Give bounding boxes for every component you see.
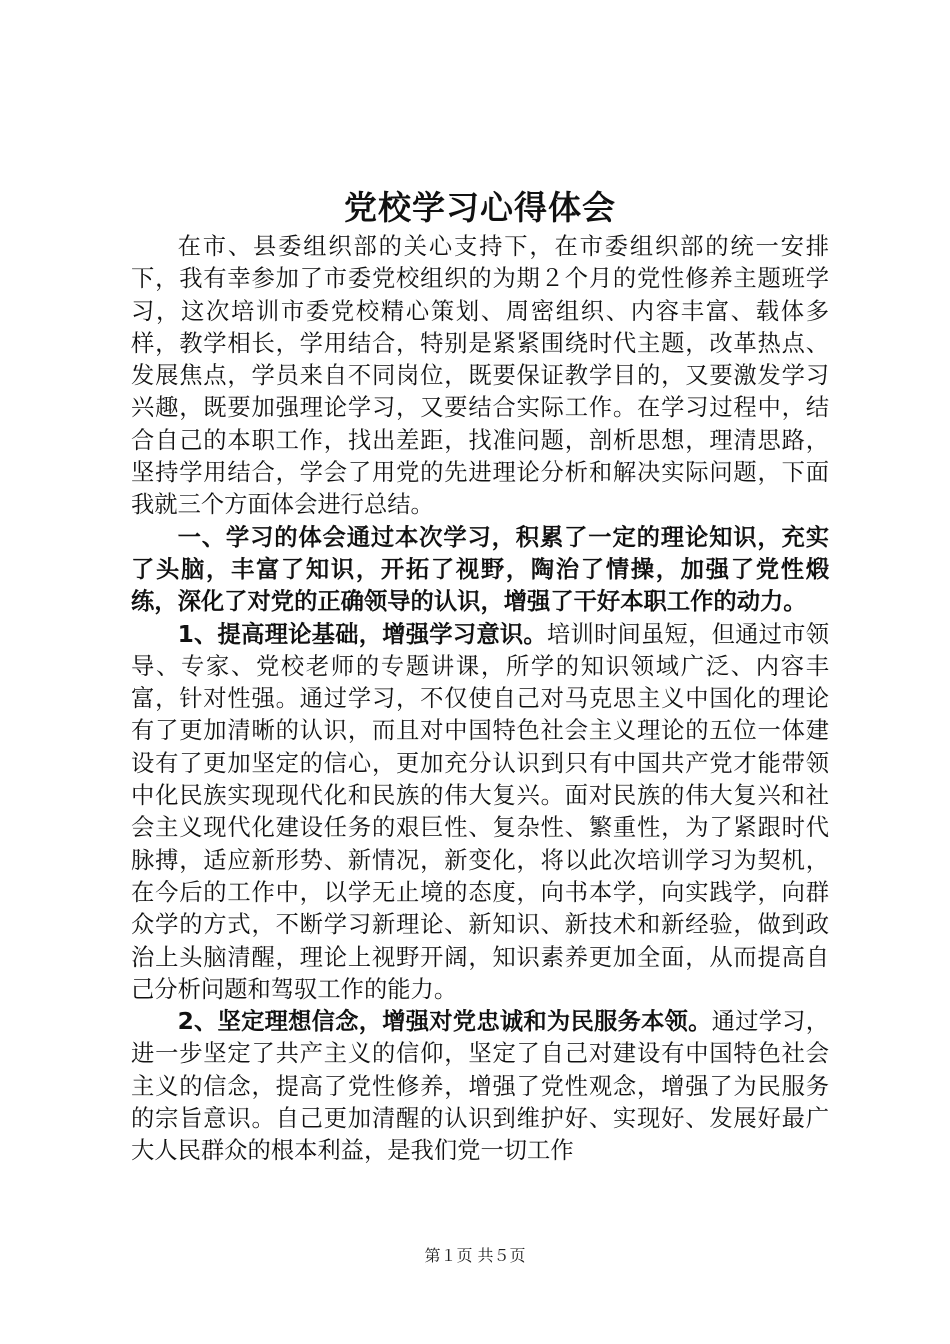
point-one-text: 培训时间虽短，但通过市领导、专家、党校老师的专题讲课，所学的知识领域广泛、内容丰富，针对性强。通过学习，不仅使自己对马克思主义中国化的理论有了更加清晰的认识，而且对中国特色社会主义理论的五位一体建设有了更加坚定的信心，更加充分认识到只有中国共产党才能带领中化民族实现现代化和民族的伟大复兴。面对民族的伟大复兴和社会主义现代化建设任务的艰巨性、复杂性、繁重性，为了紧跟时代脉搏，适应新形势、新情况，新变化，将以此次培训学习为契机，在今后的工作中，以学无止境的态度，向书本学，向实践学，向群众学的方式，不断学习新理论、新知识、新技术和新经验，做到政治上头脑清醒，理论上视野开阔，知识素养更加全面，从而提高自己分析问题和驾驭工作的能力。 [131,620,829,1003]
document-page [131,183,829,1168]
point-two-lead: 2、坚定理想信念，增强对党忠诚和为民服务本领。 [177,1008,712,1036]
point-one-paragraph [131,619,829,1007]
document-title: 党校学习心得体会 [344,188,616,227]
point-two-text: 通过学习，进一步坚定了共产主义的信仰，坚定了自己对建设有中国特色社会主义的信念，提高了党性修养，增强了党性观念，增强了为民服务的宗旨意识。自己更加清醒的认识到维护好、实现好、发展好最广大人民群众的根本利益，是我们党一切工作 [131,1008,829,1165]
section-one-heading-text: 一、学习的体会通过本次学习，积累了一定的理论知识，充实了头脑，丰富了知识，开拓了视野，陶治了情操，加强了党性煅练，深化了对党的正确领导的认识，增强了干好本职工作的动力。 [131,523,829,616]
point-two-paragraph [131,1006,829,1167]
point-one-lead: 1、提高理论基础，增强学习意识。 [177,620,547,648]
intro-paragraph [131,231,829,522]
section-one-heading [131,522,829,619]
intro-paragraph-text: 在市、县委组织部的关心支持下，在市委组织部的统一安排下，我有幸参加了市委党校组织的为期２个月的党性修养主题班学习，这次培训市委党校精心策划、周密组织、内容丰富、载体多样，教学相长，学用结合，特别是紧紧围绕时代主题，改革热点、发展焦点，学员来自不同岗位，既要保证教学目的，又要激发学习兴趣，既要加强理论学习，又要结合实际工作。在学习过程中，结合自己的本职工作，找出差距，找准问题，剖析思想，理清思路，坚持学用结合，学会了用党的先进理论分析和解决实际问题，下面我就三个方面体会进行总结。 [131,233,829,519]
page-footer: 第１页 共５页 [424,1246,526,1265]
